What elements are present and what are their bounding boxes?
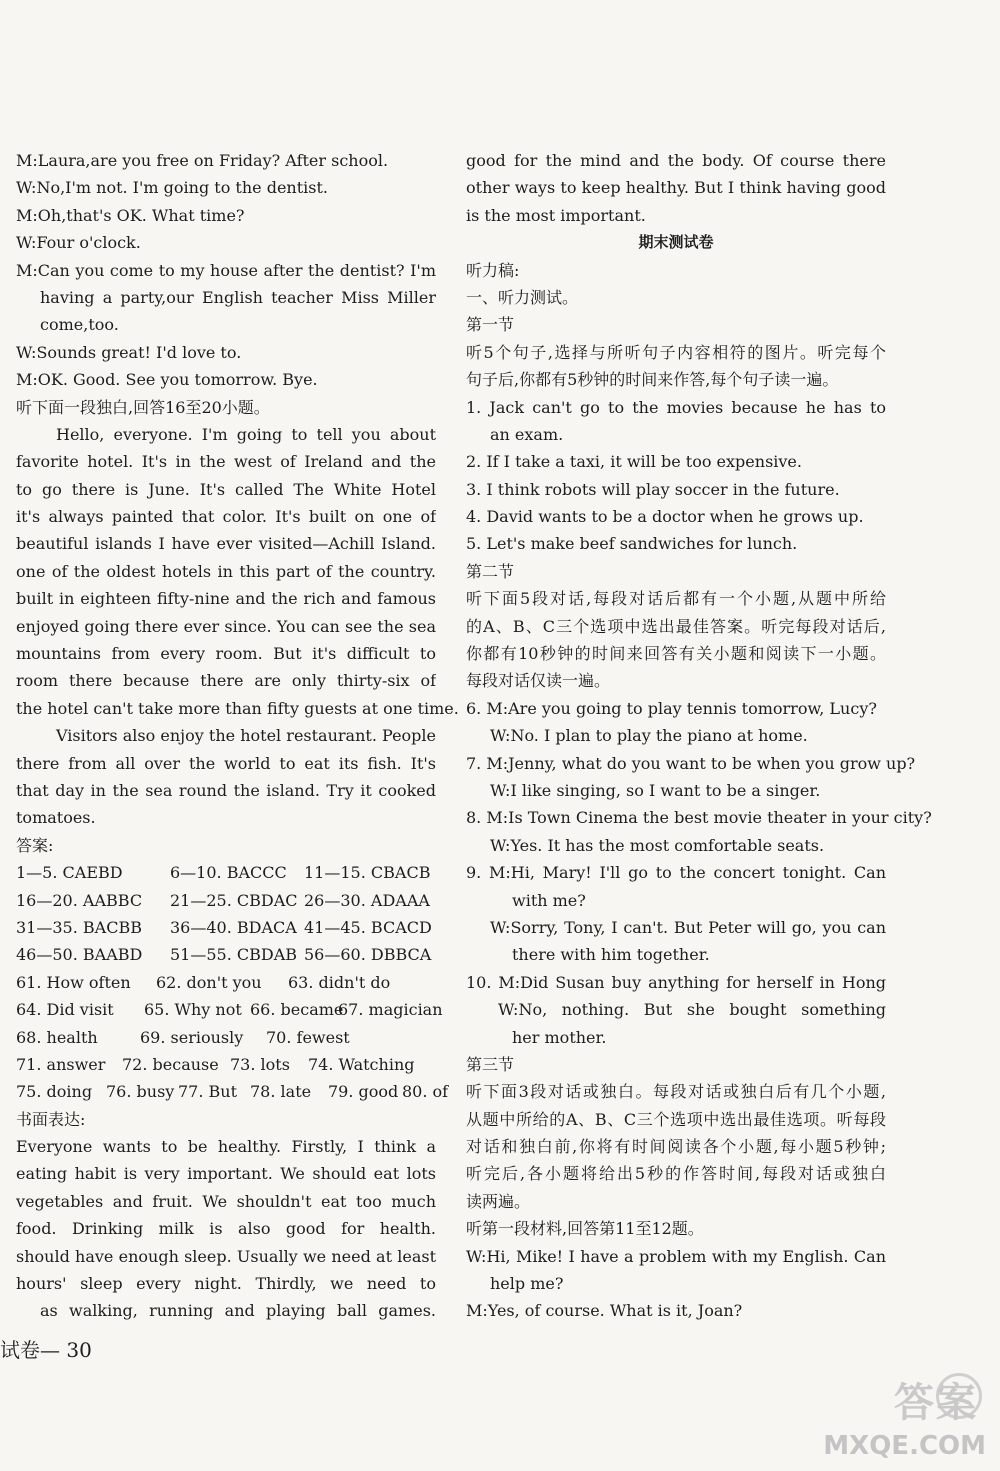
answer-item: 74. Watching	[308, 1054, 415, 1074]
answer-item: 62. don't you	[156, 972, 262, 992]
answer-item: 80. of	[402, 1082, 449, 1102]
instruction: 的A、B、C三个选项中选出最佳答案。听完每段对话后,	[466, 616, 886, 636]
part-heading: 一、听力测试。	[466, 287, 579, 307]
answer-row	[16, 996, 443, 1023]
right-column	[466, 147, 932, 1325]
answer-item: 73. lots	[230, 1054, 290, 1074]
dialogue-line: W:I like singing, so I want to be a singer.	[490, 780, 821, 800]
answer-item: 26—30. ADAAA	[304, 890, 430, 910]
answer-item: 75. doing	[16, 1082, 93, 1102]
monologue-line: to go there is June. It's called The White Hotel	[16, 479, 436, 499]
answer-item: 67. magician	[338, 1000, 443, 1020]
answer-item: 61. How often	[16, 972, 131, 992]
page-footer: 试卷— 30	[0, 1338, 92, 1362]
answers-title: 答案:	[16, 835, 54, 855]
dialogue-line: W:Sounds great! I'd love to.	[16, 342, 242, 362]
dialogue-line: having a party,our English teacher Miss Miller	[40, 287, 436, 307]
dialogue-line: W:Four o'clock.	[16, 233, 141, 253]
question: 1. Jack can't go to the movies because he has to	[466, 397, 886, 417]
label: 听力稿:	[466, 260, 520, 280]
monologue-line: Hello, everyone. I'm going to tell you about	[56, 424, 436, 444]
answer-item: 41—45. BCACD	[304, 917, 432, 937]
question: 4. David wants to be a doctor when he grows up.	[466, 507, 864, 527]
dialogue-line: W:Hi, Mike! I have a problem with my English. Can	[466, 1246, 886, 1266]
question: 5. Let's make beef sandwiches for lunch.	[466, 534, 798, 554]
dialogue-line: M:Yes, of course. What is it, Joan?	[466, 1301, 743, 1321]
writing-line: should have enough sleep. Usually we need at least	[16, 1246, 436, 1266]
answer-item: 66. became	[250, 1000, 344, 1020]
answer-row	[16, 969, 436, 996]
dialogue-line: with me?	[512, 890, 586, 910]
instruction: 听第一段材料,回答第11至12题。	[466, 1219, 704, 1239]
answer-item: 76. busy	[106, 1082, 175, 1102]
answer-item: 69. seriously	[140, 1027, 244, 1047]
answer-row	[16, 941, 436, 968]
answer-item: 31—35. BACBB	[16, 917, 142, 937]
writing-line: hours' sleep every night. Thirdly, we need to	[16, 1274, 436, 1294]
answer-row	[16, 1078, 449, 1105]
writing-line: is the most important.	[466, 205, 646, 225]
dialogue-line: 6. M:Are you going to play tennis tomorrow, Lucy?	[466, 698, 877, 718]
dialogue-line: her mother.	[512, 1027, 607, 1047]
writing-title: 书面表达:	[16, 1109, 86, 1129]
writing-line: Everyone wants to be healthy. Firstly, I think a	[16, 1137, 436, 1157]
monologue-line: beautiful islands I have ever visited—Achill Island.	[16, 534, 436, 554]
answer-item: 6—10. BACCC	[170, 863, 287, 883]
monologue-line: it's always painted that color. It's built on one of	[16, 507, 436, 527]
section-heading: 第三节	[466, 1054, 515, 1074]
monologue-line: tomatoes.	[16, 808, 96, 828]
dialogue-line: M:Can you come to my house after the dentist? I'm	[16, 260, 436, 280]
instruction: 听下面一段独白,回答16至20小题。	[16, 397, 270, 417]
monologue-line: that day in the sea round the island. Try it cooked	[16, 780, 436, 800]
instruction: 从题中所给的A、B、C三个选项中选出最佳选项。听每段	[466, 1109, 886, 1129]
watermark-text-bottom: MXQE.COM	[823, 1431, 986, 1461]
monologue-line: Visitors also enjoy the hotel restaurant. People	[56, 726, 436, 746]
monologue-line: the hotel can't take more than fifty guests at one time.	[16, 698, 459, 718]
instruction: 每段对话仅读一遍。	[466, 671, 611, 691]
instruction: 你都有10秒钟的时间来回答有关小题和阅读下一小题。	[466, 644, 886, 664]
dialogue-line: W:No. I plan to play the piano at home.	[490, 726, 808, 746]
section-heading: 第一节	[466, 315, 515, 335]
dialogue-line: W:Yes. It has the most comfortable seats.	[490, 835, 825, 855]
monologue-line: one of the oldest hotels in this part of the country.	[16, 561, 436, 581]
answer-item: 65. Why not	[144, 1000, 242, 1020]
instruction: 读两遍。	[466, 1191, 531, 1211]
answer-item: 77. But	[178, 1082, 238, 1102]
writing-line: other ways to keep healthy. But I think having good	[466, 178, 886, 198]
answer-row	[16, 1051, 436, 1078]
monologue-line: there from all over the world to eat its fish. It's	[16, 753, 436, 773]
answer-item: 68. health	[16, 1027, 98, 1047]
dialogue-line: W:No,I'm not. I'm going to the dentist.	[16, 178, 329, 198]
instruction: 听下面3段对话或独白。每段对话或独白后有几个小题,	[466, 1082, 886, 1102]
answer-row	[16, 1024, 436, 1051]
instruction: 对话和独白前,你将有时间阅读各个小题,每小题5秒钟;	[466, 1137, 886, 1157]
answer-row	[16, 887, 436, 914]
watermark-logo	[806, 1371, 986, 1461]
monologue-line: room there because there are only thirty-six of	[16, 671, 436, 691]
monologue-line: built in eighteen fifty-nine and the rich and famous	[16, 589, 436, 609]
answer-item: 56—60. DBBCA	[304, 945, 432, 965]
answer-item: 72. because	[122, 1054, 219, 1074]
monologue-line: mountains from every room. But it's difficult to	[16, 644, 436, 664]
dialogue-line: M:Laura,are you free on Friday? After school.	[16, 151, 389, 170]
writing-line: food. Drinking milk is also good for health.	[16, 1219, 436, 1239]
answer-item: 16—20. AABBC	[16, 890, 143, 910]
answer-item: 70. fewest	[266, 1027, 350, 1047]
writing-line: as walking, running and playing ball games.	[40, 1301, 436, 1321]
left-column	[16, 147, 459, 1325]
dialogue-line: 8. M:Is Town Cinema the best movie theater in your city?	[466, 808, 932, 828]
dialogue-line: W:No, nothing. But she bought something	[498, 1000, 886, 1020]
answer-item: 36—40. BDACA	[170, 917, 297, 937]
writing-line: good for the mind and the body. Of course there	[466, 151, 886, 170]
answer-item: 71. answer	[16, 1054, 106, 1074]
answer-item: 63. didn't do	[288, 972, 391, 992]
answer-item: 1—5. CAEBD	[16, 863, 123, 883]
answer-row	[16, 859, 436, 886]
writing-line: eating habit is very important. We should eat lots	[16, 1164, 436, 1184]
writing-line: vegetables and fruit. We shouldn't eat too much	[16, 1191, 436, 1211]
monologue-line: enjoyed going there ever since. You can see the sea	[16, 616, 436, 636]
answer-item: 51—55. CBDAB	[170, 945, 298, 965]
answer-item: 64. Did visit	[16, 1000, 114, 1020]
dialogue-line: W:Sorry, Tony, I can't. But Peter will go, you can	[490, 917, 886, 937]
answer-item: 79. good	[328, 1082, 399, 1102]
answer-item: 11—15. CBACB	[304, 863, 431, 883]
dialogue-line: 9. M:Hi, Mary! I'll go to the concert tonight. Can	[466, 863, 886, 883]
dialogue-line: 7. M:Jenny, what do you want to be when you grow up?	[466, 753, 916, 773]
dialogue-line: there with him together.	[512, 945, 710, 965]
dialogue-line: M:Oh,that's OK. What time?	[16, 205, 245, 225]
section-heading: 第二节	[466, 561, 515, 581]
instruction: 听下面5段对话,每段对话后都有一个小题,从题中所给	[466, 589, 886, 609]
dialogue-line: come,too.	[40, 315, 119, 335]
instruction: 听完后,各小题将给出5秒的作答时间,每段对话或独白	[466, 1164, 886, 1184]
question: 3. I think robots will play soccer in the future.	[466, 479, 840, 499]
instruction: 句子后,你都有5秒钟的时间来作答,每个句子读一遍。	[466, 370, 839, 390]
answer-item: 46—50. BAABD	[16, 945, 143, 965]
dialogue-line: M:OK. Good. See you tomorrow. Bye.	[16, 370, 318, 390]
answer-row	[16, 914, 436, 941]
section-title: 期末测试卷	[638, 233, 714, 252]
monologue-line: favorite hotel. It's in the west of Ireland and the	[16, 452, 436, 472]
answer-item: 21—25. CBDAC	[170, 890, 298, 910]
dialogue-line: help me?	[490, 1274, 564, 1294]
question: 2. If I take a taxi, it will be too expensive.	[466, 452, 802, 472]
watermark-text-top: 答案	[894, 1380, 978, 1426]
question: an exam.	[490, 424, 564, 444]
answer-item: 78. late	[250, 1082, 312, 1102]
instruction: 听5个句子,选择与所听句子内容相符的图片。听完每个	[466, 342, 886, 362]
dialogue-line: 10. M:Did Susan buy anything for herself in Hong	[466, 972, 886, 992]
